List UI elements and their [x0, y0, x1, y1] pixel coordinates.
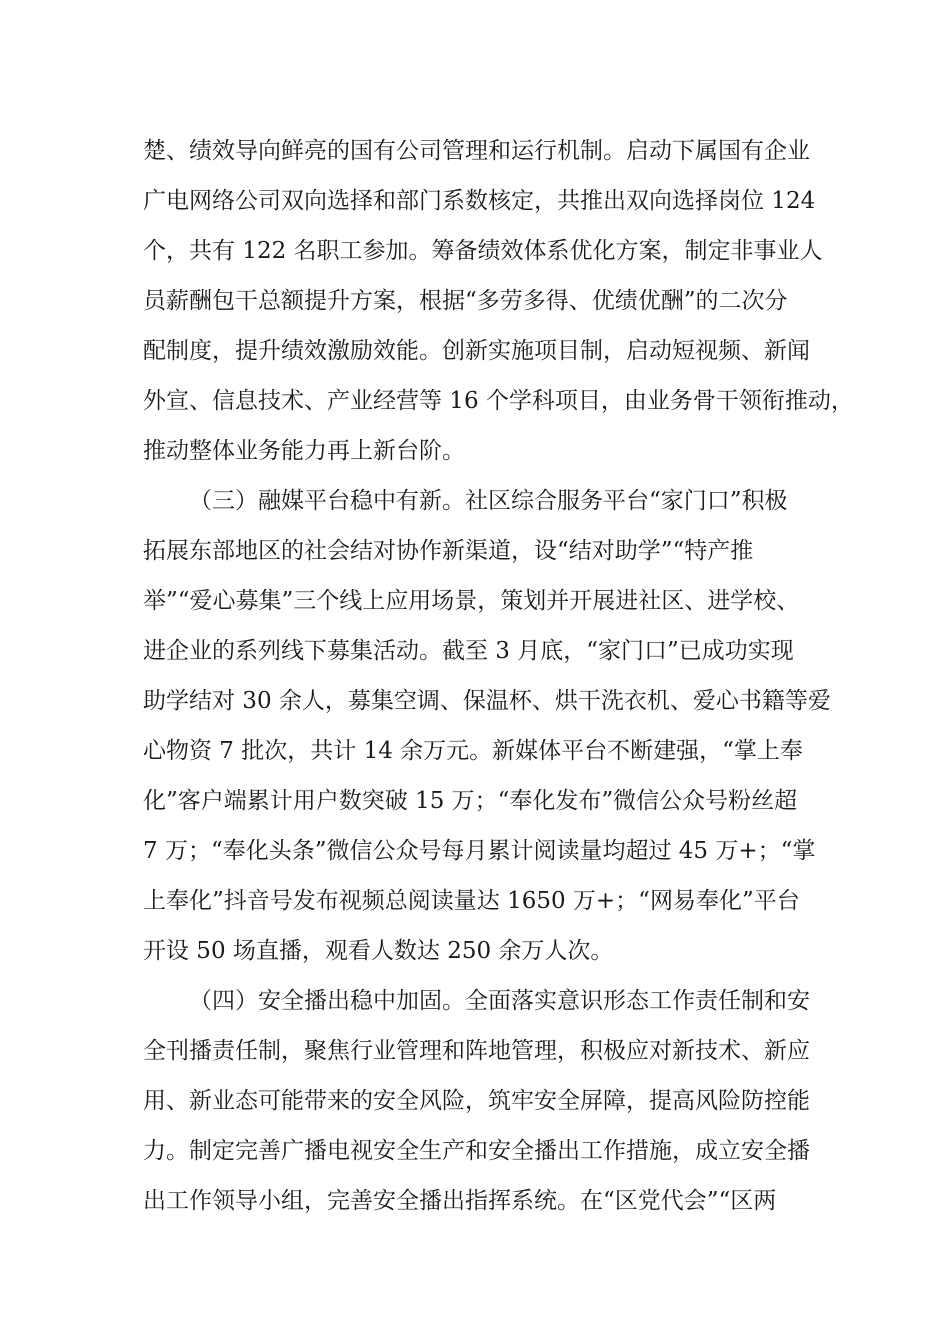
- paragraph-line: 上奉化”抖音号发布视频总阅读量达 1650 万+；“网易奉化”平台: [143, 888, 800, 914]
- paragraph-line: 心物资 7 批次，共计 14 余万元。新媒体平台不断建强，“掌上奉: [143, 738, 803, 764]
- paragraph-line: 配制度，提升绩效激励效能。创新实施项目制，启动短视频、新闻: [143, 338, 810, 364]
- paragraph-line: 推动整体业务能力再上新台阶。: [143, 438, 465, 464]
- paragraph-line: 拓展东部地区的社会结对协作新渠道，设“结对助学”“特产推: [143, 538, 754, 564]
- section-heading-line: （四）安全播出稳中加固。全面落实意识形态工作责任制和安: [189, 988, 810, 1014]
- paragraph-line: 进企业的系列线下募集活动。截至 3 月底，“家门口”已成功实现: [143, 638, 794, 664]
- paragraph-line: 举”“爱心募集”三个线上应用场景，策划并开展进社区、进学校、: [143, 588, 800, 614]
- paragraph-line: 广电网络公司双向选择和部门系数核定，共推出双向选择岗位 124: [143, 188, 816, 214]
- paragraph-line: 7 万；“奉化头条”微信公众号每月累计阅读量均超过 45 万+；“掌: [143, 838, 816, 864]
- paragraph-line: 个，共有 122 名职工参加。筹备绩效体系优化方案，制定非事业人: [143, 238, 823, 264]
- paragraph-line: 化”客户端累计用户数突破 15 万；“奉化发布”微信公众号粉丝超: [143, 788, 798, 814]
- paragraph-line: 助学结对 30 余人，募集空调、保温杯、烘干洗衣机、爱心书籍等爱: [143, 688, 831, 714]
- paragraph-line: 外宣、信息技术、产业经营等 16 个学科项目，由业务骨干领衔推动，: [143, 388, 854, 414]
- paragraph-line: 出工作领导小组，完善安全播出指挥系统。在“区党代会”“区两: [143, 1188, 777, 1214]
- paragraph-line: 楚、绩效导向鲜亮的国有公司管理和运行机制。启动下属国有企业: [143, 138, 810, 164]
- paragraph-line: 力。制定完善广播电视安全生产和安全播出工作措施，成立安全播: [143, 1138, 810, 1164]
- section-heading-line: （三）融媒平台稳中有新。社区综合服务平台“家门口”积极: [189, 488, 788, 514]
- paragraph-line: 全刊播责任制，聚焦行业管理和阵地管理，积极应对新技术、新应: [143, 1038, 810, 1064]
- paragraph-line: 开设 50 场直播，观看人数达 250 余万人次。: [143, 938, 614, 964]
- paragraph-line: 员薪酬包干总额提升方案，根据“多劳多得、优绩优酬”的二次分: [143, 288, 788, 314]
- paragraph-line: 用、新业态可能带来的安全风险，筑牢安全屏障，提高风险防控能: [143, 1088, 810, 1114]
